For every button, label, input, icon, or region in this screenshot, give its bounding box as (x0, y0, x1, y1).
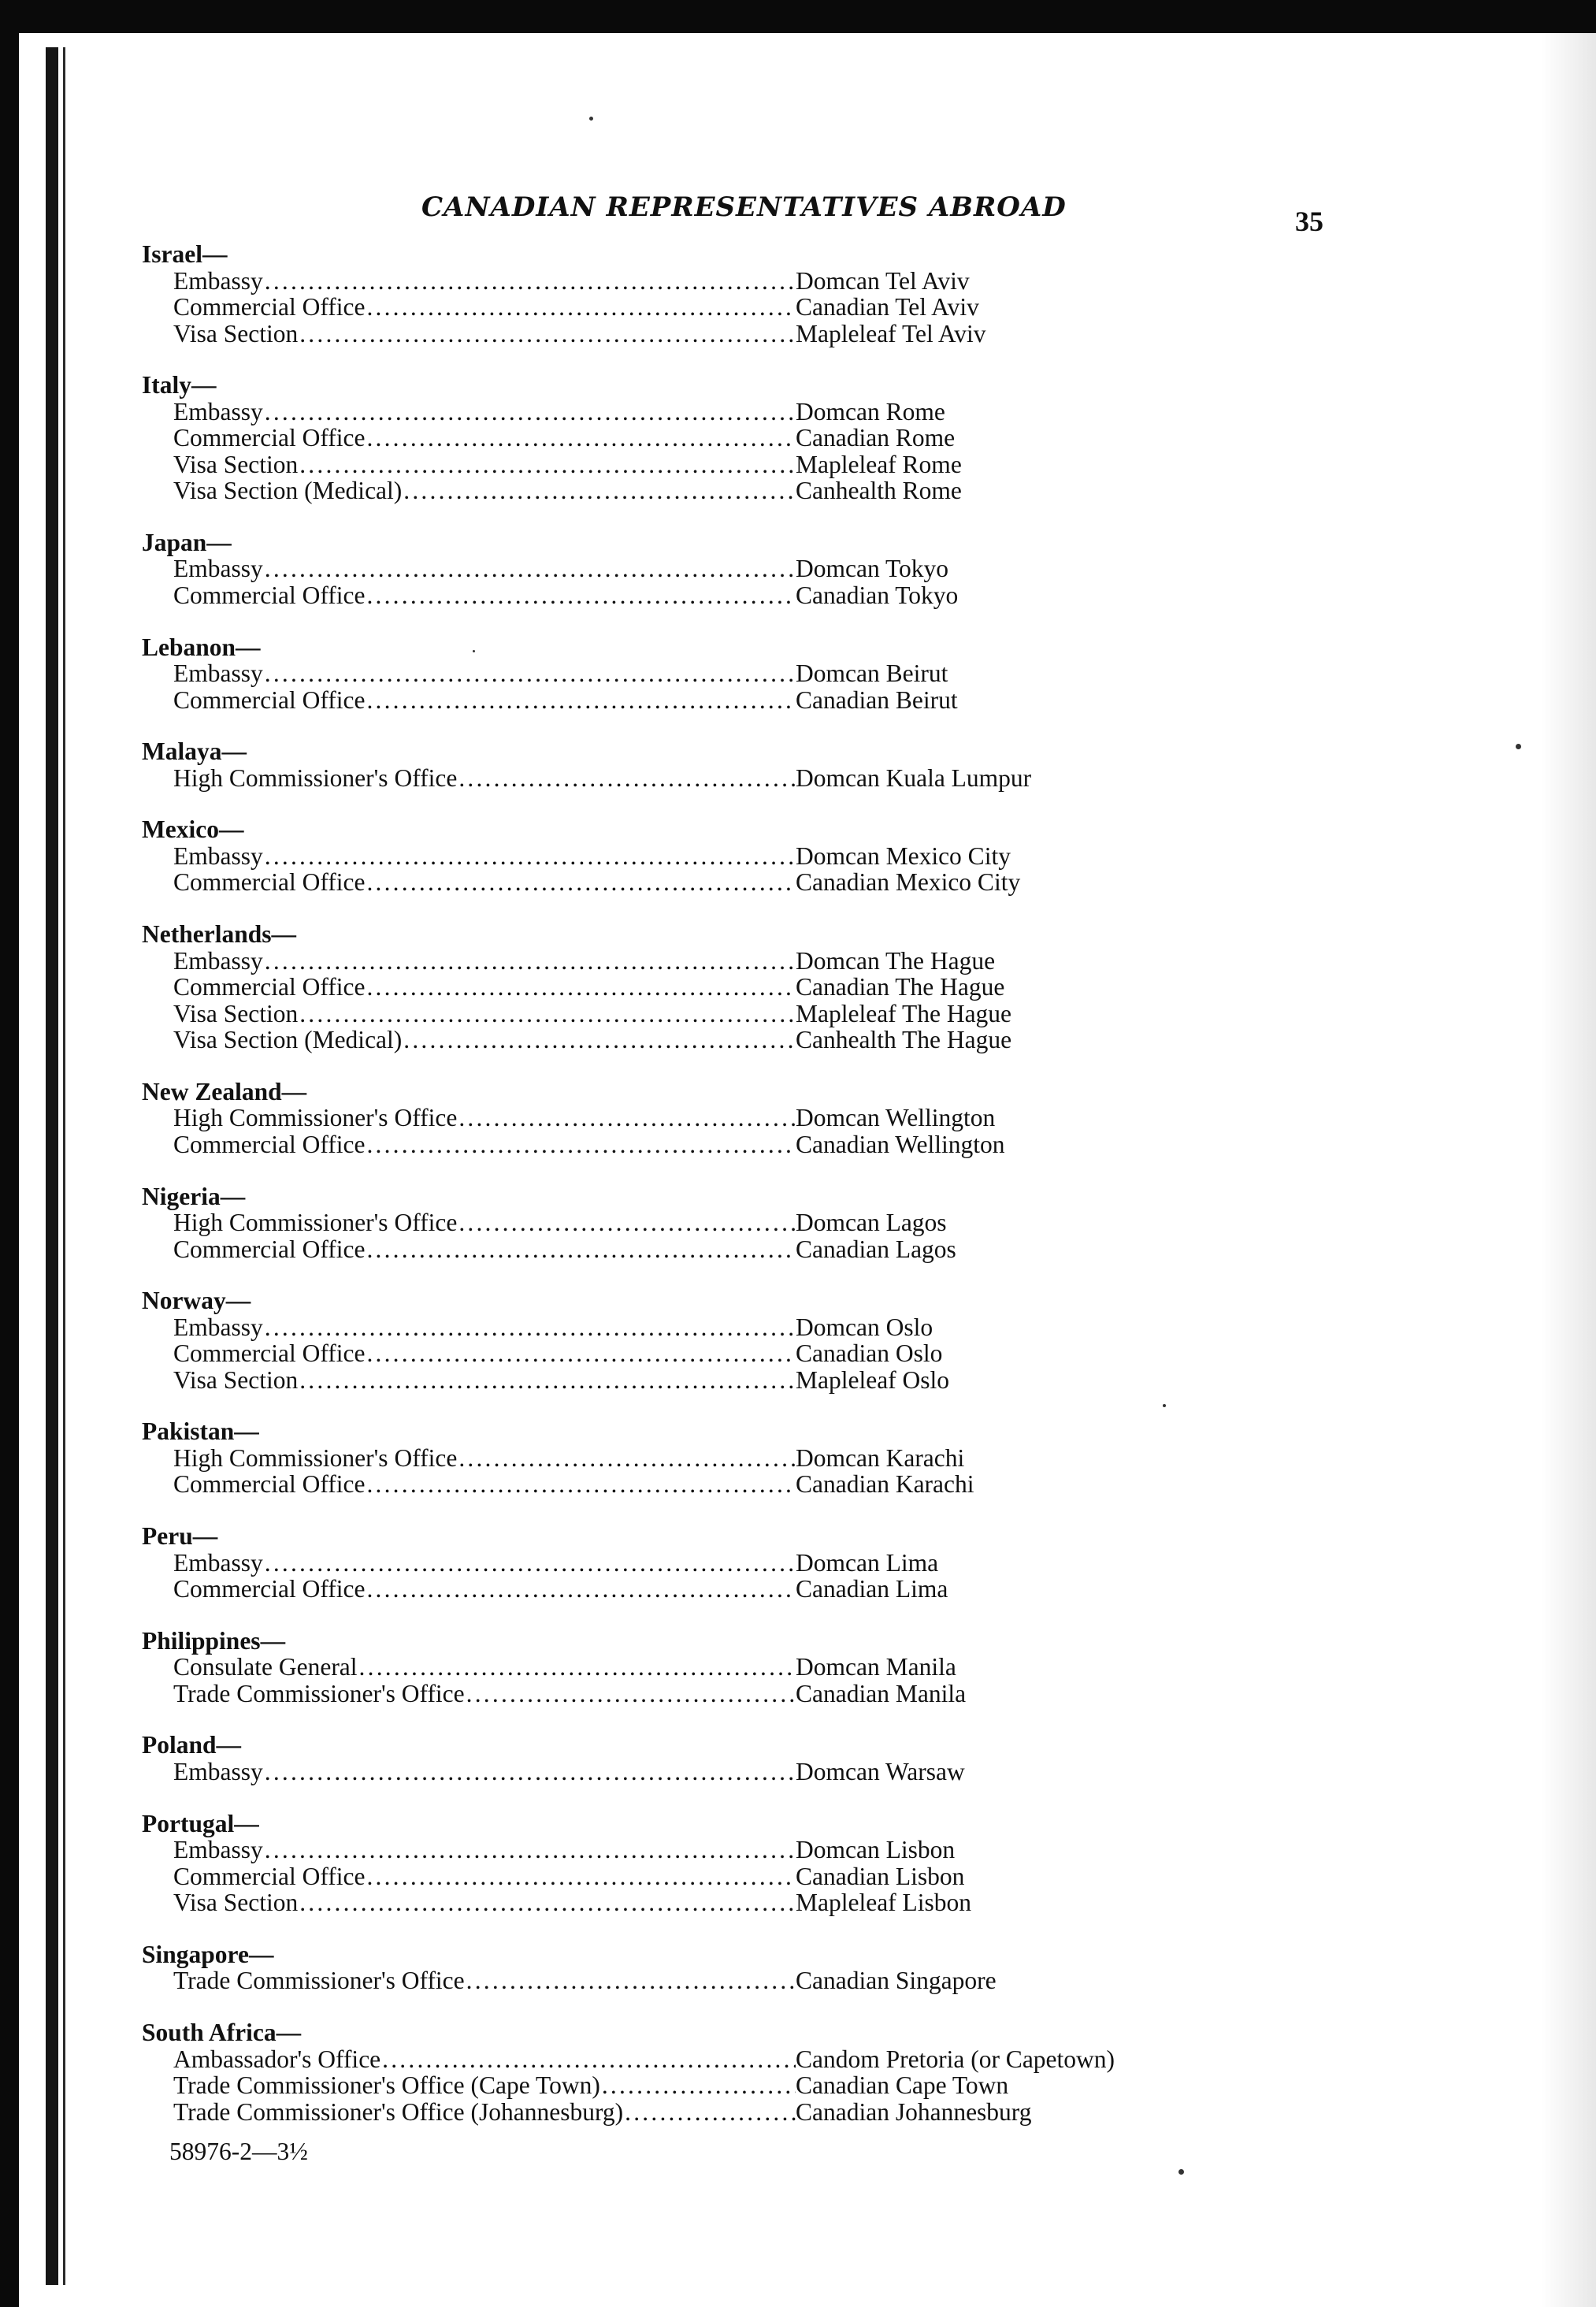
dot-leader (365, 869, 796, 894)
office-label: Embassy (173, 1313, 263, 1341)
dot-leader (457, 1445, 796, 1470)
office-row (118, 268, 1300, 295)
telegraphic-address: Domcan The Hague (796, 946, 996, 975)
office-row (118, 477, 1300, 504)
office-label: Trade Commissioner's Office (Johannesburg) (173, 2097, 624, 2126)
office-row (118, 948, 1300, 975)
country-name: Philippines— (142, 1626, 286, 1655)
office-label: Commercial Office (173, 1339, 366, 1368)
telegraphic-address: Domcan Oslo (796, 1313, 933, 1341)
country-name: South Africa— (142, 2019, 302, 2046)
office-row (118, 974, 1300, 1001)
office-label: Embassy (173, 659, 263, 688)
scan-top-border (0, 0, 1596, 33)
page-binding-edge-inner (63, 47, 65, 2285)
office-label: Visa Section (173, 1889, 299, 1917)
dot-leader (365, 425, 796, 450)
telegraphic-address: Canadian Lagos (796, 1235, 956, 1263)
office-label: Trade Commissioner's Office (173, 1967, 465, 1995)
dot-leader (402, 1027, 796, 1052)
office-label: Embassy (173, 1548, 263, 1577)
office-row (118, 1209, 1300, 1236)
office-row (118, 1759, 1300, 1785)
telegraphic-address: Domcan Tokyo (796, 555, 949, 583)
office-label: Embassy (173, 1836, 263, 1864)
office-label: Visa Section (173, 1365, 299, 1394)
telegraphic-address: Mapleleaf Oslo (796, 1365, 950, 1394)
office-label: Commercial Office (173, 868, 366, 897)
dot-leader (298, 1367, 796, 1392)
telegraphic-address: Canadian Rome (796, 424, 956, 452)
office-row (118, 1550, 1300, 1577)
telegraphic-address: Domcan Tel Aviv (796, 266, 970, 295)
dot-leader (365, 1863, 796, 1889)
country-name: New Zealand— (142, 1077, 307, 1105)
telegraphic-address: Canadian Tel Aviv (796, 293, 979, 321)
dot-leader (380, 2046, 796, 2071)
telegraphic-address: Canadian Tokyo (796, 581, 959, 609)
office-label: Trade Commissioner's Office (Cape Town) (173, 2071, 600, 2099)
dot-leader (263, 268, 796, 293)
page-binding-edge (46, 47, 58, 2285)
telegraphic-address: Canadian Johannesburg (796, 2097, 1032, 2126)
office-row (118, 321, 1300, 347)
office-row (118, 1967, 1300, 1994)
office-row (118, 1131, 1300, 1158)
office-row (118, 1837, 1300, 1863)
dot-leader (365, 582, 796, 607)
dot-leader (263, 843, 796, 868)
country-block (118, 634, 1300, 714)
office-row (118, 843, 1300, 870)
office-label: Commercial Office (173, 1130, 366, 1158)
office-label: Commercial Office (173, 973, 366, 1001)
country-block (118, 1941, 1300, 1994)
telegraphic-address: Mapleleaf Rome (796, 450, 962, 478)
telegraphic-address: Domcan Beirut (796, 659, 948, 688)
telegraphic-address: Canadian Wellington (796, 1130, 1005, 1158)
country-name: Lebanon— (142, 633, 261, 661)
telegraphic-address: Domcan Karachi (796, 1443, 965, 1472)
dot-leader (298, 1889, 796, 1915)
office-row (118, 399, 1300, 425)
office-row (118, 1105, 1300, 1131)
office-label: Commercial Office (173, 1862, 366, 1890)
dot-leader (600, 2072, 796, 2097)
telegraphic-address: Domcan Mexico City (796, 841, 1011, 870)
telegraphic-address: Canhealth Rome (796, 477, 962, 505)
country-name: Japan— (142, 528, 232, 556)
office-label: Commercial Office (173, 1235, 366, 1263)
office-label: Trade Commissioner's Office (173, 1679, 465, 1707)
office-row (118, 1576, 1300, 1603)
telegraphic-address: Domcan Kuala Lumpur (796, 763, 1032, 792)
dot-leader (358, 1654, 796, 1679)
telegraphic-address: Domcan Manila (796, 1653, 956, 1681)
country-block (118, 738, 1300, 791)
telegraphic-address: Canadian Mexico City (796, 868, 1021, 897)
dot-leader (365, 1471, 796, 1496)
telegraphic-address: Canhealth The Hague (796, 1026, 1012, 1054)
dot-leader (263, 555, 796, 581)
office-row (118, 294, 1300, 321)
country-block (118, 816, 1300, 896)
scan-speck (1516, 744, 1521, 749)
office-row (118, 660, 1300, 687)
office-row (118, 1001, 1300, 1027)
telegraphic-address: Canadian Singapore (796, 1967, 997, 1995)
office-label: Embassy (173, 397, 263, 425)
telegraphic-address: Canadian Lisbon (796, 1862, 965, 1890)
office-label: Consulate General (173, 1653, 358, 1681)
country-name: Poland— (142, 1731, 242, 1759)
country-block (118, 529, 1300, 609)
office-row (118, 1889, 1300, 1916)
dot-leader (263, 1837, 796, 1862)
country-name: Netherlands— (142, 920, 296, 949)
dot-leader (298, 1001, 796, 1026)
office-label: High Commissioner's Office (173, 763, 458, 792)
office-row (118, 1445, 1300, 1472)
scan-speck (473, 650, 475, 652)
dot-leader (402, 477, 796, 503)
dot-leader (365, 1576, 796, 1601)
office-label: Commercial Office (173, 1575, 366, 1603)
telegraphic-address: Domcan Wellington (796, 1104, 996, 1132)
dot-leader (298, 321, 796, 346)
dot-leader (457, 1209, 796, 1235)
country-block (118, 1418, 1300, 1498)
dot-leader (365, 974, 796, 999)
telegraphic-address: Canadian Cape Town (796, 2071, 1009, 2099)
office-label: Embassy (173, 266, 263, 295)
dot-leader (263, 1314, 796, 1339)
office-label: Commercial Office (173, 685, 366, 714)
dot-leader (365, 1340, 796, 1365)
office-row (118, 2046, 1300, 2073)
office-label: Embassy (173, 946, 263, 975)
office-label: Commercial Office (173, 293, 366, 321)
telegraphic-address: Candom Pretoria (or Capetown) (796, 2045, 1115, 2073)
country-name: Norway— (142, 1287, 251, 1315)
dot-leader (263, 399, 796, 424)
country-block (118, 1811, 1300, 1916)
telegraphic-address: Canadian Manila (796, 1679, 967, 1707)
office-label: High Commissioner's Office (173, 1104, 458, 1132)
dot-leader (465, 1967, 796, 1993)
office-row (118, 2099, 1300, 2126)
telegraphic-address: Domcan Rome (796, 397, 945, 425)
telegraphic-address: Domcan Lisbon (796, 1836, 956, 1864)
country-block (118, 1079, 1300, 1158)
dot-leader (263, 1550, 796, 1575)
office-label: Commercial Office (173, 424, 366, 452)
country-name: Italy— (142, 371, 217, 399)
dot-leader (623, 2099, 796, 2124)
office-row (118, 582, 1300, 609)
office-label: High Commissioner's Office (173, 1209, 458, 1236)
country-block (118, 2019, 1300, 2125)
country-block (118, 372, 1300, 504)
telegraphic-address: Mapleleaf The Hague (796, 999, 1012, 1027)
country-name: Malaya— (142, 737, 247, 766)
telegraphic-address: Canadian Karachi (796, 1470, 974, 1499)
telegraphic-address: Canadian Beirut (796, 685, 958, 714)
telegraphic-address: Mapleleaf Lisbon (796, 1889, 972, 1917)
office-row (118, 555, 1300, 582)
country-name: Portugal— (142, 1809, 259, 1837)
page-edge-shadow (1541, 33, 1596, 2307)
telegraphic-address: Domcan Lima (796, 1548, 939, 1577)
country-block (118, 241, 1300, 347)
dot-leader (465, 1681, 796, 1706)
country-name: Nigeria— (142, 1182, 246, 1210)
office-label: Visa Section (Medical) (173, 1026, 403, 1054)
page-header (0, 191, 1465, 237)
country-block (118, 1523, 1300, 1603)
dot-leader (263, 948, 796, 973)
office-label: Visa Section (173, 319, 299, 347)
telegraphic-address: Domcan Lagos (796, 1209, 947, 1236)
country-name: Mexico— (142, 815, 244, 844)
dot-leader (457, 765, 796, 790)
telegraphic-address: Domcan Warsaw (796, 1757, 965, 1785)
office-label: Commercial Office (173, 1470, 366, 1499)
running-title: CANADIAN REPRESENTATIVES ABROAD (421, 191, 1067, 223)
office-row (118, 1681, 1300, 1707)
country-block (118, 1183, 1300, 1263)
office-label: Visa Section (173, 450, 299, 478)
office-row (118, 1471, 1300, 1498)
office-row (118, 425, 1300, 451)
page-number: 35 (1295, 206, 1323, 237)
office-row (118, 1654, 1300, 1681)
office-label: Ambassador's Office (173, 2045, 381, 2073)
telegraphic-address: Canadian The Hague (796, 973, 1005, 1001)
office-label: High Commissioner's Office (173, 1443, 458, 1472)
telegraphic-address: Mapleleaf Tel Aviv (796, 319, 986, 347)
office-label: Visa Section (173, 999, 299, 1027)
scan-speck (589, 117, 593, 121)
office-row (118, 1340, 1300, 1367)
dot-leader (365, 294, 796, 319)
scan-speck (1178, 2169, 1184, 2175)
office-label: Embassy (173, 1757, 263, 1785)
office-row (118, 765, 1300, 792)
office-row (118, 1863, 1300, 1890)
telegraphic-address: Canadian Oslo (796, 1339, 943, 1368)
office-row (118, 869, 1300, 896)
office-label: Commercial Office (173, 581, 366, 609)
dot-leader (365, 687, 796, 712)
office-row (118, 451, 1300, 478)
office-label: Embassy (173, 841, 263, 870)
dot-leader (298, 451, 796, 477)
country-block (118, 1628, 1300, 1707)
country-name: Pakistan— (142, 1417, 259, 1446)
office-row (118, 1367, 1300, 1394)
country-block (118, 1287, 1300, 1393)
office-row (118, 1027, 1300, 1053)
country-name: Israel— (142, 240, 228, 268)
country-block (118, 921, 1300, 1053)
scan-left-border (0, 0, 19, 2307)
dot-leader (365, 1131, 796, 1157)
dot-leader (457, 1105, 796, 1130)
office-label: Visa Section (Medical) (173, 477, 403, 505)
country-block (118, 1732, 1300, 1785)
representatives-list (118, 241, 1300, 2150)
dot-leader (365, 1236, 796, 1261)
country-name: Singapore— (142, 1940, 274, 1968)
office-label: Embassy (173, 555, 263, 583)
dot-leader (263, 1759, 796, 1784)
office-row (118, 1314, 1300, 1341)
scan-speck (1163, 1404, 1166, 1407)
telegraphic-address: Canadian Lima (796, 1575, 948, 1603)
dot-leader (263, 660, 796, 685)
office-row (118, 687, 1300, 714)
office-row (118, 2072, 1300, 2099)
country-name: Peru— (142, 1522, 218, 1551)
printer-code: 58976-2—3½ (169, 2138, 308, 2165)
office-row (118, 1236, 1300, 1263)
